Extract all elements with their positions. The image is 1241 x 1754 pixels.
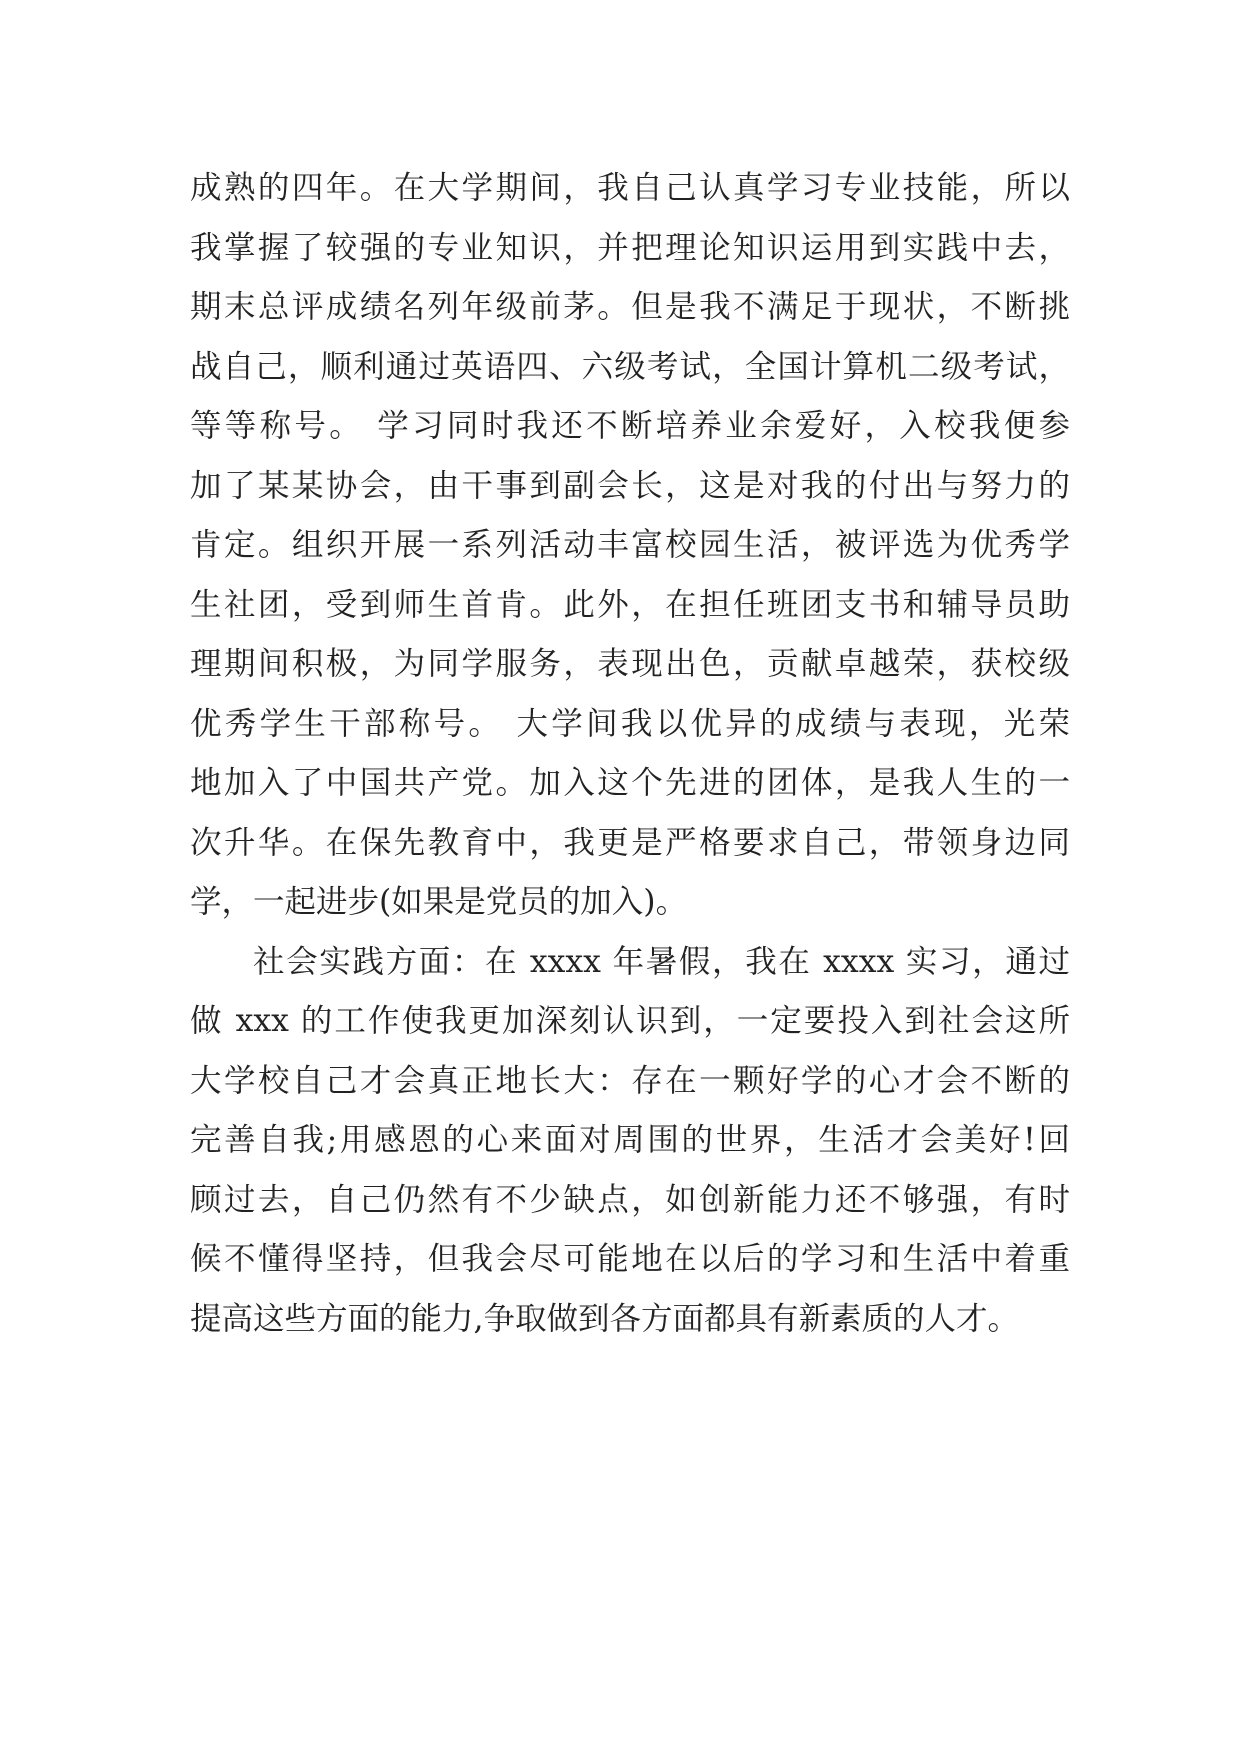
body-text bbox=[190, 159, 1070, 1349]
text-line: 战自己，顺利通过英语四、六级考试，全国计算机二级考试， bbox=[190, 348, 1070, 385]
text-line: 完善自我;用感恩的心来面对周围的世界，生活才会美好!回 bbox=[190, 1122, 1070, 1158]
text-line: 等等称号。 学习同时我还不断培养业余爱好，入校我便参 bbox=[190, 408, 1070, 444]
text-line: 社会实践方面：在 xxxx 年暑假，我在 xxxx 实习，通过 bbox=[253, 943, 1070, 980]
text-line: 地加入了中国共产党。加入这个先进的团体，是我人生的一 bbox=[190, 765, 1070, 801]
text-line: 期末总评成绩名列年级前茅。但是我不满足于现状，不断挑 bbox=[190, 289, 1070, 325]
text-line: 理期间积极，为同学服务，表现出色，贡献卓越荣，获校级 bbox=[190, 646, 1070, 682]
text-line: 次升华。在保先教育中，我更是严格要求自己，带领身边同 bbox=[190, 824, 1070, 861]
paragraph-2 bbox=[190, 933, 1070, 1350]
text-line: 优秀学生干部称号。 大学间我以优异的成绩与表现，光荣 bbox=[190, 705, 1070, 742]
text-line: 候不懂得坚持，但我会尽可能地在以后的学习和生活中着重 bbox=[190, 1241, 1070, 1277]
text-line: 顾过去，自己仍然有不少缺点，如创新能力还不够强，有时 bbox=[190, 1181, 1070, 1218]
text-line: 学，一起进步(如果是党员的加入)。 bbox=[190, 884, 688, 920]
paragraph-1 bbox=[190, 159, 1070, 933]
text-line: 加了某某协会，由干事到副会长，这是对我的付出与努力的 bbox=[190, 467, 1070, 504]
text-line: 我掌握了较强的专业知识，并把理论知识运用到实践中去， bbox=[190, 229, 1070, 266]
text-line: 提高这些方面的能力,争取做到各方面都具有新素质的人才。 bbox=[190, 1300, 1020, 1337]
text-line: 肯定。组织开展一系列活动丰富校园生活，被评选为优秀学 bbox=[190, 527, 1070, 563]
text-line: 生社团，受到师生首肯。此外，在担任班团支书和辅导员助 bbox=[190, 586, 1070, 623]
text-line: 做 xxx 的工作使我更加深刻认识到，一定要投入到社会这所 bbox=[190, 1003, 1070, 1039]
text-line: 大学校自己才会真正地长大：存在一颗好学的心才会不断的 bbox=[190, 1062, 1070, 1099]
text-line: 成熟的四年。在大学期间，我自己认真学习专业技能，所以 bbox=[190, 170, 1070, 206]
